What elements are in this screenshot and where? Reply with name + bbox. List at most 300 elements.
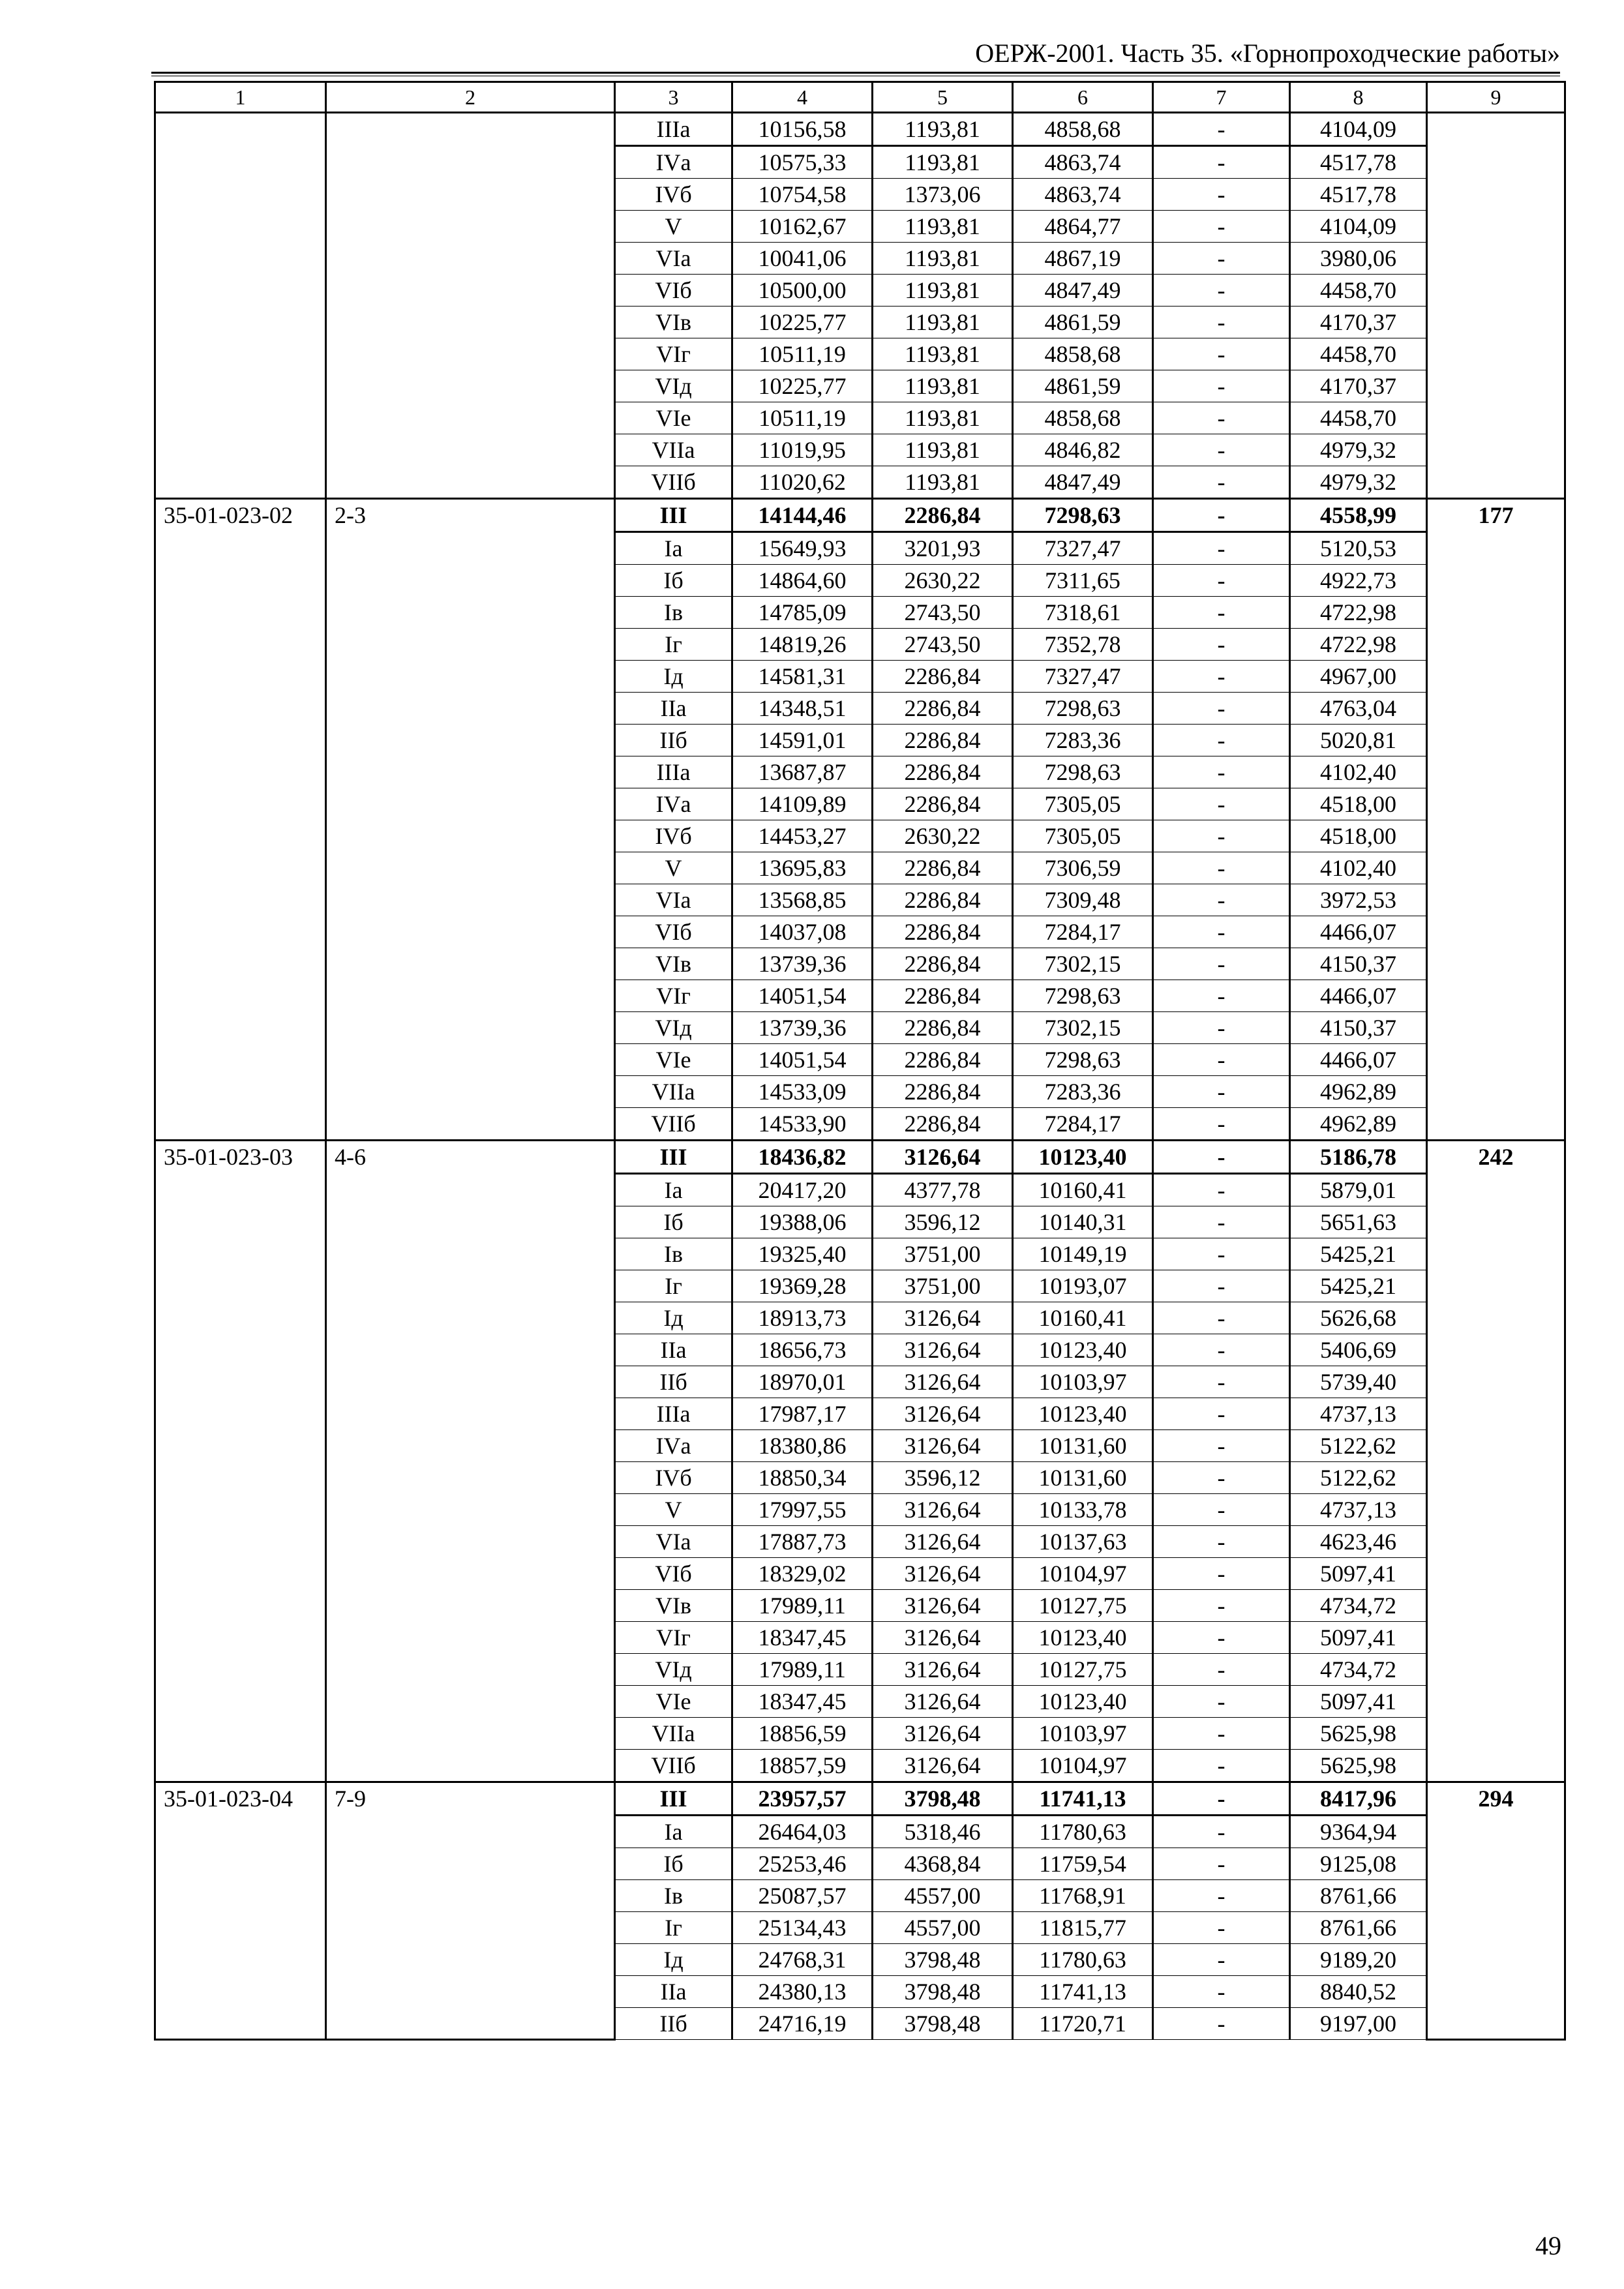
value-cell: 2630,22 <box>873 820 1013 852</box>
value-cell: - <box>1153 1718 1290 1750</box>
value-cell: 4863,74 <box>1013 179 1153 211</box>
value-cell: 2286,84 <box>873 788 1013 820</box>
value-cell: 4962,89 <box>1290 1076 1427 1108</box>
value-cell: - <box>1153 1430 1290 1462</box>
total-cell <box>1427 113 1565 499</box>
value-cell: 7318,61 <box>1013 597 1153 629</box>
value-cell: 2286,84 <box>873 1108 1013 1141</box>
value-cell: 5425,21 <box>1290 1238 1427 1270</box>
category-cell: Iб <box>615 565 732 597</box>
value-cell: 5186,78 <box>1290 1141 1427 1174</box>
value-cell: 1193,81 <box>873 466 1013 499</box>
category-cell: V <box>615 1494 732 1526</box>
value-cell: 4737,13 <box>1290 1494 1427 1526</box>
category-cell: VIе <box>615 402 732 434</box>
category-cell: IIа <box>615 1976 732 2008</box>
value-cell: 4170,37 <box>1290 370 1427 402</box>
value-cell: 2286,84 <box>873 499 1013 532</box>
value-cell: - <box>1153 1526 1290 1558</box>
value-cell: - <box>1153 370 1290 402</box>
value-cell: 10127,75 <box>1013 1654 1153 1686</box>
value-cell: 10123,40 <box>1013 1334 1153 1366</box>
category-cell: IIа <box>615 693 732 725</box>
value-cell: 4722,98 <box>1290 629 1427 661</box>
value-cell: 5097,41 <box>1290 1686 1427 1718</box>
value-cell: 4458,70 <box>1290 275 1427 307</box>
value-cell: - <box>1153 338 1290 370</box>
value-cell: 4967,00 <box>1290 661 1427 693</box>
category-cell: VIд <box>615 1012 732 1044</box>
category-cell: Iв <box>615 1880 732 1912</box>
value-cell: - <box>1153 1366 1290 1398</box>
range-cell: 2-3 <box>326 499 615 1141</box>
value-cell: 7284,17 <box>1013 1108 1153 1141</box>
category-cell: VIб <box>615 1558 732 1590</box>
category-cell: III <box>615 499 732 532</box>
category-cell: VIв <box>615 948 732 980</box>
value-cell: - <box>1153 1654 1290 1686</box>
value-cell: 10137,63 <box>1013 1526 1153 1558</box>
value-cell: 8761,66 <box>1290 1912 1427 1944</box>
value-cell: 18856,59 <box>732 1718 873 1750</box>
column-header: 5 <box>873 82 1013 113</box>
value-cell: 2743,50 <box>873 629 1013 661</box>
category-cell: IIа <box>615 1334 732 1366</box>
category-cell: VIд <box>615 370 732 402</box>
value-cell: - <box>1153 725 1290 756</box>
value-cell: 10103,97 <box>1013 1718 1153 1750</box>
rate-code-cell: 35-01-023-04 <box>155 1782 326 2040</box>
value-cell: 18380,86 <box>732 1430 873 1462</box>
category-cell: VIг <box>615 1622 732 1654</box>
value-cell: - <box>1153 1174 1290 1206</box>
category-cell: Iг <box>615 629 732 661</box>
value-cell: - <box>1153 499 1290 532</box>
category-cell: Iа <box>615 532 732 565</box>
value-cell: - <box>1153 788 1290 820</box>
value-cell: 1193,81 <box>873 307 1013 338</box>
category-cell: III <box>615 1782 732 1816</box>
value-cell: 10225,77 <box>732 307 873 338</box>
value-cell: 18857,59 <box>732 1750 873 1782</box>
value-cell: - <box>1153 402 1290 434</box>
value-cell: 4922,73 <box>1290 565 1427 597</box>
value-cell: 3751,00 <box>873 1270 1013 1302</box>
value-cell: - <box>1153 532 1290 565</box>
rates-table <box>154 81 1566 2041</box>
value-cell: 1193,81 <box>873 434 1013 466</box>
value-cell: 4846,82 <box>1013 434 1153 466</box>
value-cell: 11720,71 <box>1013 2008 1153 2040</box>
value-cell: 10133,78 <box>1013 1494 1153 1526</box>
value-cell: 14051,54 <box>732 980 873 1012</box>
value-cell: 14864,60 <box>732 565 873 597</box>
category-cell: V <box>615 211 732 243</box>
value-cell: 2286,84 <box>873 980 1013 1012</box>
value-cell: 4858,68 <box>1013 402 1153 434</box>
page-header-title: ОЕРЖ-2001. Часть 35. «Горнопроходческие работы» <box>975 38 1560 68</box>
value-cell: - <box>1153 1558 1290 1590</box>
category-cell: Iг <box>615 1912 732 1944</box>
value-cell: - <box>1153 1944 1290 1976</box>
category-cell: VIIа <box>615 434 732 466</box>
category-cell: IVб <box>615 820 732 852</box>
value-cell: 24380,13 <box>732 1976 873 2008</box>
value-cell: 10140,31 <box>1013 1206 1153 1238</box>
value-cell: 14051,54 <box>732 1044 873 1076</box>
value-cell: 14581,31 <box>732 661 873 693</box>
column-header: 2 <box>326 82 615 113</box>
value-cell: 2743,50 <box>873 597 1013 629</box>
value-cell: 8840,52 <box>1290 1976 1427 2008</box>
category-cell: V <box>615 852 732 884</box>
value-cell: 5625,98 <box>1290 1718 1427 1750</box>
value-cell: 7298,63 <box>1013 693 1153 725</box>
category-cell: VIIа <box>615 1718 732 1750</box>
value-cell: 4104,09 <box>1290 211 1427 243</box>
column-header: 4 <box>732 82 873 113</box>
value-cell: - <box>1153 466 1290 499</box>
value-cell: 7283,36 <box>1013 725 1153 756</box>
value-cell: 10511,19 <box>732 402 873 434</box>
table-row <box>155 113 1565 146</box>
value-cell: 5406,69 <box>1290 1334 1427 1366</box>
value-cell: - <box>1153 629 1290 661</box>
value-cell: 3126,64 <box>873 1398 1013 1430</box>
value-cell: - <box>1153 1238 1290 1270</box>
header-rule <box>151 72 1560 74</box>
value-cell: 4737,13 <box>1290 1398 1427 1430</box>
value-cell: - <box>1153 1976 1290 2008</box>
value-cell: - <box>1153 243 1290 275</box>
value-cell: 14109,89 <box>732 788 873 820</box>
value-cell: 7298,63 <box>1013 499 1153 532</box>
total-cell: 242 <box>1427 1141 1565 1782</box>
category-cell: VIг <box>615 338 732 370</box>
value-cell: 4557,00 <box>873 1912 1013 1944</box>
table-row <box>155 499 1565 532</box>
category-cell: Iд <box>615 1302 732 1334</box>
value-cell: 4150,37 <box>1290 948 1427 980</box>
category-cell: IVа <box>615 146 732 179</box>
value-cell: 2286,84 <box>873 852 1013 884</box>
rate-code-cell <box>155 113 326 499</box>
value-cell: 4458,70 <box>1290 402 1427 434</box>
value-cell: 3126,64 <box>873 1558 1013 1590</box>
value-cell: 7298,63 <box>1013 1044 1153 1076</box>
value-cell: 1193,81 <box>873 370 1013 402</box>
value-cell: 4734,72 <box>1290 1654 1427 1686</box>
value-cell: - <box>1153 1012 1290 1044</box>
value-cell: 5097,41 <box>1290 1622 1427 1654</box>
value-cell: 10225,77 <box>732 370 873 402</box>
value-cell: 5122,62 <box>1290 1462 1427 1494</box>
value-cell: 13739,36 <box>732 1012 873 1044</box>
value-cell: 25253,46 <box>732 1848 873 1880</box>
range-cell <box>326 113 615 499</box>
value-cell: - <box>1153 1848 1290 1880</box>
value-cell: 4517,78 <box>1290 146 1427 179</box>
value-cell: 11815,77 <box>1013 1912 1153 1944</box>
category-cell: IIIа <box>615 756 732 788</box>
value-cell: 3798,48 <box>873 2008 1013 2040</box>
value-cell: 18347,45 <box>732 1622 873 1654</box>
value-cell: 9197,00 <box>1290 2008 1427 2040</box>
value-cell: 11741,13 <box>1013 1782 1153 1816</box>
value-cell: 2286,84 <box>873 1044 1013 1076</box>
value-cell: 4623,46 <box>1290 1526 1427 1558</box>
column-header: 3 <box>615 82 732 113</box>
value-cell: 7306,59 <box>1013 852 1153 884</box>
value-cell: 14819,26 <box>732 629 873 661</box>
value-cell: 13568,85 <box>732 884 873 916</box>
value-cell: 1193,81 <box>873 338 1013 370</box>
value-cell: 4518,00 <box>1290 820 1427 852</box>
value-cell: 10500,00 <box>732 275 873 307</box>
value-cell: 10162,67 <box>732 211 873 243</box>
value-cell: 1193,81 <box>873 402 1013 434</box>
category-cell: VIб <box>615 916 732 948</box>
value-cell: 10754,58 <box>732 179 873 211</box>
value-cell: - <box>1153 565 1290 597</box>
value-cell: 4102,40 <box>1290 852 1427 884</box>
category-cell: IVб <box>615 1462 732 1494</box>
category-cell: Iв <box>615 597 732 629</box>
value-cell: - <box>1153 275 1290 307</box>
value-cell: 13687,87 <box>732 756 873 788</box>
value-cell: - <box>1153 146 1290 179</box>
value-cell: 3126,64 <box>873 1494 1013 1526</box>
value-cell: 3751,00 <box>873 1238 1013 1270</box>
value-cell: 3126,64 <box>873 1590 1013 1622</box>
value-cell: 26464,03 <box>732 1816 873 1848</box>
value-cell: 4861,59 <box>1013 307 1153 338</box>
value-cell: 5097,41 <box>1290 1558 1427 1590</box>
column-header: 7 <box>1153 82 1290 113</box>
value-cell: 14453,27 <box>732 820 873 852</box>
value-cell: 4150,37 <box>1290 1012 1427 1044</box>
value-cell: 10123,40 <box>1013 1686 1153 1718</box>
value-cell: - <box>1153 948 1290 980</box>
value-cell: 3126,64 <box>873 1366 1013 1398</box>
category-cell: VIа <box>615 1526 732 1558</box>
value-cell: - <box>1153 693 1290 725</box>
value-cell: 4863,74 <box>1013 146 1153 179</box>
value-cell: 1193,81 <box>873 113 1013 146</box>
value-cell: 4979,32 <box>1290 434 1427 466</box>
value-cell: 24768,31 <box>732 1944 873 1976</box>
value-cell: 10193,07 <box>1013 1270 1153 1302</box>
value-cell: 2286,84 <box>873 1012 1013 1044</box>
value-cell: 4847,49 <box>1013 275 1153 307</box>
category-cell: IIIа <box>615 1398 732 1430</box>
value-cell: 9125,08 <box>1290 1848 1427 1880</box>
value-cell: 2286,84 <box>873 948 1013 980</box>
value-cell: 14591,01 <box>732 725 873 756</box>
value-cell: 13695,83 <box>732 852 873 884</box>
value-cell: 14785,09 <box>732 597 873 629</box>
value-cell: 7284,17 <box>1013 916 1153 948</box>
value-cell: 14533,09 <box>732 1076 873 1108</box>
value-cell: 5625,98 <box>1290 1750 1427 1782</box>
value-cell: 7309,48 <box>1013 884 1153 916</box>
value-cell: 7283,36 <box>1013 1076 1153 1108</box>
value-cell: 17997,55 <box>732 1494 873 1526</box>
value-cell: 11780,63 <box>1013 1944 1153 1976</box>
value-cell: - <box>1153 1912 1290 1944</box>
value-cell: 7327,47 <box>1013 661 1153 693</box>
value-cell: 18656,73 <box>732 1334 873 1366</box>
value-cell: 7352,78 <box>1013 629 1153 661</box>
value-cell: 4962,89 <box>1290 1108 1427 1141</box>
value-cell: - <box>1153 434 1290 466</box>
value-cell: 18436,82 <box>732 1141 873 1174</box>
value-cell: - <box>1153 980 1290 1012</box>
value-cell: - <box>1153 1462 1290 1494</box>
value-cell: - <box>1153 756 1290 788</box>
range-cell: 4-6 <box>326 1141 615 1782</box>
value-cell: 5318,46 <box>873 1816 1013 1848</box>
category-cell: VIа <box>615 884 732 916</box>
value-cell: 5651,63 <box>1290 1206 1427 1238</box>
value-cell: 3126,64 <box>873 1334 1013 1366</box>
rate-code-cell: 35-01-023-02 <box>155 499 326 1141</box>
value-cell: 3980,06 <box>1290 243 1427 275</box>
rate-code-cell: 35-01-023-03 <box>155 1141 326 1782</box>
value-cell: 11780,63 <box>1013 1816 1153 1848</box>
category-cell: VIIб <box>615 1108 732 1141</box>
value-cell: 4734,72 <box>1290 1590 1427 1622</box>
category-cell: VIб <box>615 275 732 307</box>
value-cell: 18970,01 <box>732 1366 873 1398</box>
value-cell: 15649,93 <box>732 532 873 565</box>
value-cell: 3201,93 <box>873 532 1013 565</box>
value-cell: 10041,06 <box>732 243 873 275</box>
category-cell: VIIа <box>615 1076 732 1108</box>
value-cell: 2630,22 <box>873 565 1013 597</box>
value-cell: - <box>1153 1880 1290 1912</box>
value-cell: - <box>1153 1782 1290 1816</box>
value-cell: 1193,81 <box>873 243 1013 275</box>
value-cell: 14144,46 <box>732 499 873 532</box>
value-cell: - <box>1153 1302 1290 1334</box>
value-cell: 25134,43 <box>732 1912 873 1944</box>
value-cell: 18329,02 <box>732 1558 873 1590</box>
value-cell: 3126,64 <box>873 1686 1013 1718</box>
value-cell: 3126,64 <box>873 1302 1013 1334</box>
category-cell: IIб <box>615 1366 732 1398</box>
value-cell: 10123,40 <box>1013 1398 1153 1430</box>
value-cell: 5626,68 <box>1290 1302 1427 1334</box>
category-cell: IVб <box>615 179 732 211</box>
value-cell: 5739,40 <box>1290 1366 1427 1398</box>
value-cell: 10123,40 <box>1013 1141 1153 1174</box>
value-cell: 1193,81 <box>873 275 1013 307</box>
value-cell: 7327,47 <box>1013 532 1153 565</box>
value-cell: 7311,65 <box>1013 565 1153 597</box>
value-cell: 3798,48 <box>873 1976 1013 2008</box>
value-cell: 11741,13 <box>1013 1976 1153 2008</box>
value-cell: 13739,36 <box>732 948 873 980</box>
value-cell: 11768,91 <box>1013 1880 1153 1912</box>
value-cell: - <box>1153 916 1290 948</box>
column-header: 6 <box>1013 82 1153 113</box>
category-cell: IVа <box>615 788 732 820</box>
value-cell: 7305,05 <box>1013 820 1153 852</box>
value-cell: 25087,57 <box>732 1880 873 1912</box>
value-cell: 18913,73 <box>732 1302 873 1334</box>
value-cell: 2286,84 <box>873 693 1013 725</box>
value-cell: 4466,07 <box>1290 980 1427 1012</box>
value-cell: 4458,70 <box>1290 338 1427 370</box>
category-cell: VIIб <box>615 1750 732 1782</box>
value-cell: - <box>1153 211 1290 243</box>
value-cell: 2286,84 <box>873 916 1013 948</box>
category-cell: IIб <box>615 2008 732 2040</box>
value-cell: 4979,32 <box>1290 466 1427 499</box>
column-header: 9 <box>1427 82 1565 113</box>
category-cell: Iб <box>615 1206 732 1238</box>
value-cell: 3126,64 <box>873 1654 1013 1686</box>
value-cell: 14348,51 <box>732 693 873 725</box>
value-cell: - <box>1153 1108 1290 1141</box>
range-cell: 7-9 <box>326 1782 615 2040</box>
category-cell: Iв <box>615 1238 732 1270</box>
value-cell: 4377,78 <box>873 1174 1013 1206</box>
value-cell: - <box>1153 1141 1290 1174</box>
value-cell: 10511,19 <box>732 338 873 370</box>
value-cell: 17887,73 <box>732 1526 873 1558</box>
value-cell: 14037,08 <box>732 916 873 948</box>
category-cell: Iд <box>615 661 732 693</box>
table-row <box>155 1782 1565 1816</box>
value-cell: 10103,97 <box>1013 1366 1153 1398</box>
value-cell: - <box>1153 1622 1290 1654</box>
category-cell: III <box>615 1141 732 1174</box>
value-cell: 3126,64 <box>873 1718 1013 1750</box>
value-cell: 4368,84 <box>873 1848 1013 1880</box>
value-cell: 10127,75 <box>1013 1590 1153 1622</box>
category-cell: VIв <box>615 1590 732 1622</box>
value-cell: 20417,20 <box>732 1174 873 1206</box>
value-cell: 18347,45 <box>732 1686 873 1718</box>
value-cell: - <box>1153 1494 1290 1526</box>
value-cell: 2286,84 <box>873 661 1013 693</box>
value-cell: - <box>1153 597 1290 629</box>
total-cell: 294 <box>1427 1782 1565 2040</box>
value-cell: - <box>1153 1590 1290 1622</box>
value-cell: - <box>1153 307 1290 338</box>
value-cell: 4861,59 <box>1013 370 1153 402</box>
value-cell: 10131,60 <box>1013 1462 1153 1494</box>
category-cell: Iа <box>615 1816 732 1848</box>
value-cell: 3126,64 <box>873 1141 1013 1174</box>
category-cell: Iд <box>615 1944 732 1976</box>
value-cell: 18850,34 <box>732 1462 873 1494</box>
value-cell: 5122,62 <box>1290 1430 1427 1462</box>
value-cell: 3126,64 <box>873 1750 1013 1782</box>
value-cell: 7302,15 <box>1013 1012 1153 1044</box>
page-number: 49 <box>1535 2231 1561 2260</box>
value-cell: - <box>1153 1750 1290 1782</box>
value-cell: 4722,98 <box>1290 597 1427 629</box>
value-cell: 2286,84 <box>873 756 1013 788</box>
value-cell: 5020,81 <box>1290 725 1427 756</box>
value-cell: 19325,40 <box>732 1238 873 1270</box>
value-cell: - <box>1153 1270 1290 1302</box>
category-cell: IIIа <box>615 113 732 146</box>
category-cell: Iб <box>615 1848 732 1880</box>
